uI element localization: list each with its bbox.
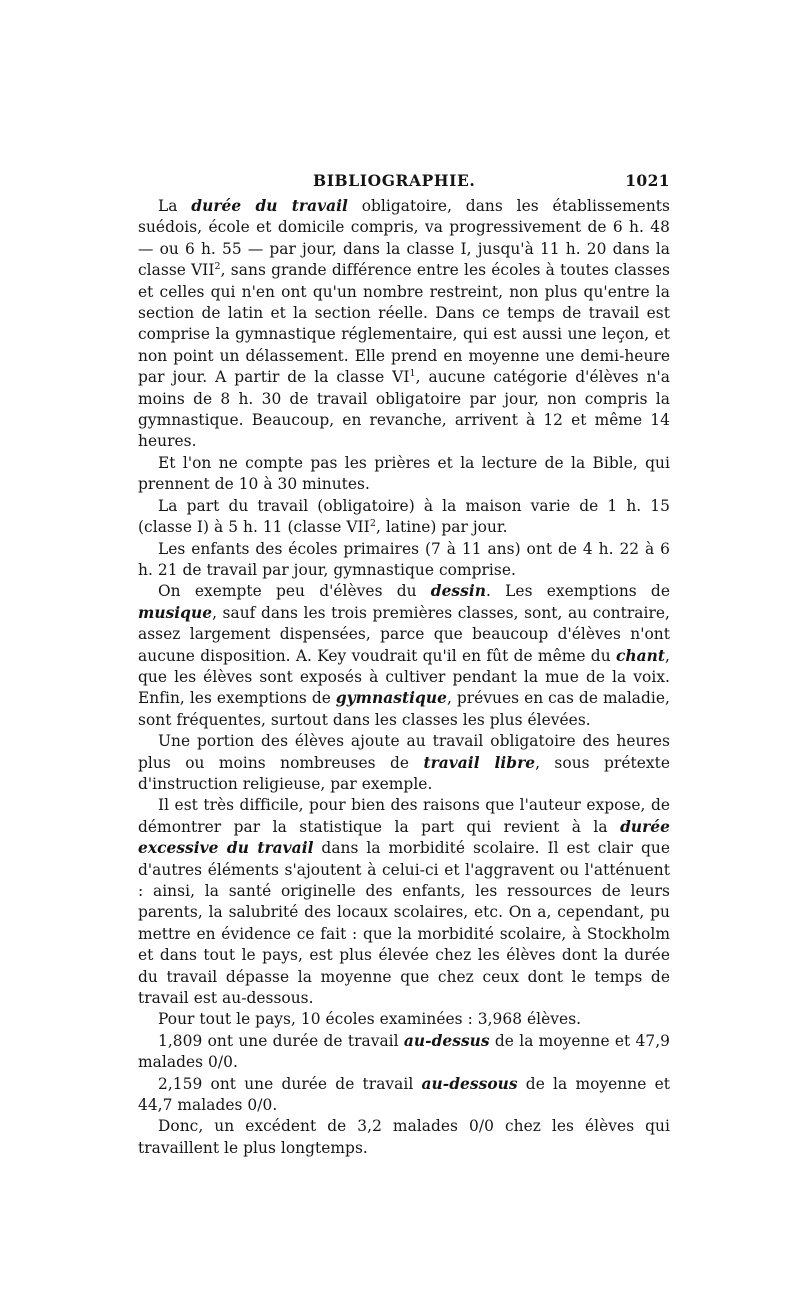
italic-phrase: travail libre xyxy=(423,753,536,772)
paragraph xyxy=(138,795,670,1009)
paragraph xyxy=(138,1009,670,1030)
text-run: Donc, un excédent de 3,2 malades 0/0 chez les élèves qui travaillent le plus longtemps. xyxy=(138,1117,670,1157)
italic-phrase: durée excessive du travail xyxy=(138,817,670,858)
superscript: 2 xyxy=(369,517,376,529)
running-head xyxy=(138,168,670,194)
body-text xyxy=(138,196,670,1159)
paragraph xyxy=(138,539,670,582)
paragraph xyxy=(138,1116,670,1159)
paragraph xyxy=(138,581,670,731)
superscript: 1 xyxy=(409,368,416,380)
superscript: 2 xyxy=(214,261,221,273)
italic-phrase: chant xyxy=(615,646,666,665)
text-run: , aucune catégorie d'élèves n'a moins de 8 h. 30 de travail obligatoire par jour, non compris la gymnastique. Beaucoup, en revanche, arrivent à 12 et même 14 heures. xyxy=(138,368,670,451)
text-run: , sans grande différence entre les écoles à toutes classes et celles qui n'en ont qu'un nombre restreint, non plus qu'entre la section de latin et la section réelle. Dans ce temps de travail est comprise la gymnastique réglementaire, qui est aussi une leçon, et non point un délassement. Elle prend en moyenne une demi-heure par jour. A partir de la classe VI xyxy=(138,261,670,387)
text-run: La part du travail (obligatoire) à la maison varie de 1 h. 15 (classe I) à 5 h. 11 (classe VII xyxy=(138,496,670,537)
text-run: dans la morbidité scolaire. Il est clair que d'autres éléments s'ajoutent à celui-ci et l'aggravent ou l'atténuent : ainsi, la santé originelle des enfants, les ressources de leurs parents, la salubrité des locaux scolaires, etc. On a, cependant, pu mettre en évidence ce fait : que la morbidité scolaire, à Stockholm et dans tout le pays, est plus élevée chez les élèves dont la durée du travail dépasse la moyenne que chez ceux dont le temps de travail est au-dessous. xyxy=(138,839,670,1008)
text-run: , sous prétexte d'instruction religieuse, par exemple. xyxy=(138,753,670,793)
text-run: , sauf dans les trois premières classes, sont, au contraire, assez largement dispensées, parce que beaucoup d'élèves n'ont aucune disposition. A. Key voudrait qu'il en fût de même du xyxy=(138,603,670,665)
paragraph xyxy=(138,731,670,795)
italic-phrase: au-dessus xyxy=(403,1031,490,1050)
text-run: Pour tout le pays, 10 écoles examinées : 3,968 élèves. xyxy=(158,1010,582,1029)
italic-phrase: gymnastique xyxy=(335,689,447,708)
text-run: Les enfants des écoles primaires (7 à 11 ans) ont de 4 h. 22 à 6 h. 21 de travail par jour, gymnastique comprise. xyxy=(138,539,670,579)
paragraph xyxy=(138,1031,670,1074)
page-number: 1021 xyxy=(625,171,670,190)
paragraph xyxy=(138,196,670,453)
italic-phrase: au-dessous xyxy=(421,1074,518,1093)
text-run: . Les exemptions de xyxy=(486,582,670,601)
text-run: , latine) par jour. xyxy=(375,518,508,537)
running-title: BIBLIOGRAPHIE. xyxy=(313,171,476,190)
italic-phrase: musique xyxy=(138,603,213,622)
text-run: La xyxy=(158,197,192,215)
text-run: , prévues en cas de maladie, sont fréquentes, surtout dans les classes les plus élevées. xyxy=(138,689,670,729)
text-run: 2,159 ont une durée de travail xyxy=(158,1074,422,1093)
text-run: de la moyenne et 44,7 malades 0/0. xyxy=(138,1074,670,1115)
text-run: de la moyenne et 47,9 malades 0/0. xyxy=(138,1031,670,1072)
text-run: On exempte peu d'élèves du xyxy=(158,582,431,601)
text-run: , que les élèves sont exposés à cultiver pendant la mue de la voix. Enfin, les exemptions de xyxy=(138,646,670,708)
text-run: obligatoire, dans les établissements suédois, école et domicile compris, va progressivement de 6 h. 48 — ou 6 h. 55 — par jour, dans la classe I, jusqu'à 11 h. 20 dans la classe VII xyxy=(138,197,670,280)
italic-phrase: durée du travail xyxy=(191,197,348,215)
book-page xyxy=(138,168,670,1159)
text-run: Il est très difficile, pour bien des raisons que l'auteur expose, de démontrer par la statistique la part qui revient à la xyxy=(138,796,670,836)
paragraph xyxy=(138,496,670,539)
paragraph xyxy=(138,1074,670,1117)
text-run: 1,809 ont une durée de travail xyxy=(158,1031,404,1050)
text-run: Et l'on ne compte pas les prières et la lecture de la Bible, qui prennent de 10 à 30 minutes. xyxy=(138,453,670,494)
text-run: Une portion des élèves ajoute au travail obligatoire des heures plus ou moins nombreuses de xyxy=(138,732,670,772)
paragraph xyxy=(138,453,670,496)
italic-phrase: dessin xyxy=(430,582,487,601)
